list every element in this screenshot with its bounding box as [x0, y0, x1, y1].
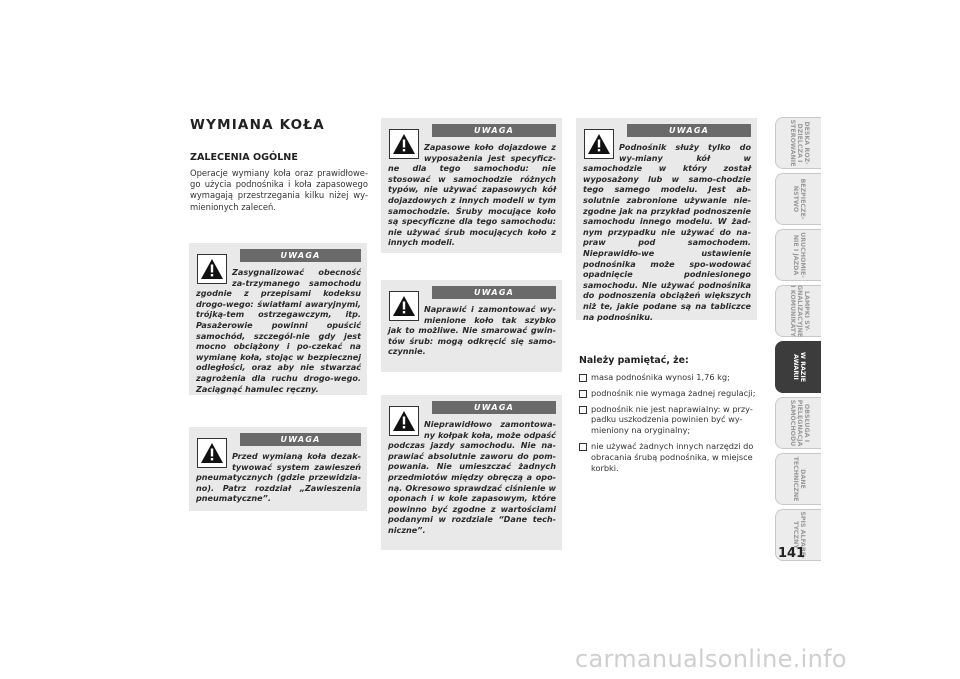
tab-label: SPIS ALFABE- TYCZNY [791, 511, 806, 559]
tab-label: DESKA ROZ- DZIELCZA I STEROWANIE [787, 119, 810, 167]
warning-label: UWAGA [432, 124, 556, 137]
tab-label: OBSŁUGA I PIELĘGNACJA SAMOCHODU [787, 399, 810, 447]
tab-maintenance[interactable] [775, 397, 821, 449]
tab-label: BEZPIECZE- ŃSTWO [791, 178, 806, 220]
warning-text: Nieprawidłowo zamontowa-ny kołpak koła, może odpaść podczas jazdy samochodu. Nie na-prawiać absolutnie zaworu do pom-powania. Nie umieszczać żadnych przedmiotów między obręczą a opo-ną. Okresowo sprawdzać ciśnienie w oponach i w kole zapasowym, które powinno być zgodne z wartościami podanymi w rozdziale “Dane tech-niczne”. [388, 419, 556, 535]
warning-label: UWAGA [240, 249, 361, 262]
checkbox-bullet-icon [579, 374, 587, 382]
checkbox-bullet-icon [579, 406, 587, 414]
list-item [579, 404, 759, 436]
warning-box-hubcap [381, 395, 562, 550]
tab-dashboard[interactable] [775, 117, 821, 169]
watermark: carmanualsonline.info [575, 645, 847, 673]
warning-box-spare-wheel [381, 118, 562, 253]
warning-label: UWAGA [627, 124, 751, 137]
checkbox-bullet-icon [579, 390, 587, 398]
warning-box-jack [576, 118, 757, 320]
tab-starting-driving[interactable] [775, 229, 821, 281]
warning-label: UWAGA [432, 401, 556, 414]
checkbox-bullet-icon [579, 443, 587, 451]
remember-list [579, 372, 759, 478]
list-item-text: nie używać żadnych innych narzędzi do obracania śrubą podnośnika, w miejsce korbki. [591, 440, 754, 473]
section-subtitle: ZALECENIA OGÓLNE [190, 152, 298, 163]
tab-safety[interactable] [775, 173, 821, 225]
list-item [579, 372, 759, 383]
warning-text: Zasygnalizować obecność za-trzymanego samochodu zgodnie z przepisami kodeksu drogo-wego: światłami awaryjnymi, trójką-tem ostrzegawczym, itp. Pasażerowie powinni opuścić samochód, szczegól-nie gdy jest mocno obciążony i po-czekać na wymianę koła, stojąc w bezpiecznej odległości, oraz aby nie stwarzać zagrożenia dla ruchu drogo-wego. Zaciągnąć hamulec ręczny. [196, 267, 361, 394]
tab-label: URUCHOMIE- NIE I JAZDA [791, 232, 806, 278]
warning-box-stopped-vehicle [189, 243, 367, 395]
remember-heading: Należy pamiętać, że: [579, 355, 689, 366]
section-title: WYMIANA KOŁA [190, 117, 325, 133]
list-item [579, 441, 759, 473]
warning-box-repair-wheel [381, 280, 562, 372]
tab-technical-data[interactable] [775, 453, 821, 505]
warning-label: UWAGA [240, 433, 361, 446]
tab-label: DANE TECHNICZNE [791, 456, 806, 502]
tab-emergency[interactable] [775, 341, 821, 393]
warning-box-suspension [189, 427, 367, 511]
warning-text: Podnośnik służy tylko do wy-miany kół w samochodzie w który został wyposażony lub w samo-chodzie tego samego modelu. Jest ab-solutnie zabronione używanie nie-zgodne jak na przykład podnoszenie samochodu innego modelu. W żad-nym przypadku nie używać do na-praw pod samochodem. Nieprawidło-we ustawienie podnośnika może spo-wodować opadnięcie podniesionego samochodu. Nie używać podnośnika do podnoszenia obciążeń większych niż te, jakie podane są na tabliczce na podnośniku. [583, 142, 751, 322]
list-item [579, 388, 759, 399]
intro-paragraph: Operacje wymiany koła oraz prawidłowe-go użycia podnośnika i koła zapasowego wymagają przestrzegania kilku niżej wy-mienionych zaleceń. [190, 168, 368, 212]
warning-text: Naprawić i zamontować wy-mienione koło tak szybko jak to możliwe. Nie smarować gwin-tów śrub: mogą odkręcić się samo-czynnie. [388, 304, 556, 357]
tab-label: LAMPKI SY- GNALIZACYJNE I KOMUNIKATY [787, 285, 810, 338]
list-item-text: masa podnośnika wynosi 1,76 kg; [591, 372, 730, 382]
tab-warning-lights[interactable] [775, 285, 821, 337]
tab-label: W RAZIE AWARII [791, 351, 806, 383]
warning-text: Przed wymianą koła dezak-tywować system zawieszeń pneumatycznych (gdzie przewidzia-no). Patrz rozdział „Zawieszenia pneumatyczne”. [196, 451, 361, 504]
page-number: 141 [778, 546, 806, 561]
list-item-text: podnośnik nie wymaga żadnej regulacji; [591, 387, 756, 398]
warning-text: Zapasowe koło dojazdowe z wyposażenia jest specyficz-ne dla tego samochodu: nie stosować w samochodzie różnych typów, nie używać zapasowych kół dojazdowych z innych modeli w tym samochodzie. Śruby mocujące koło są specyficzne dla tego samochodu: nie używać śrub mocujących koło z innych modeli. [388, 142, 556, 248]
list-item-text: podnośnik nie jest naprawialny: w przy-padku uszkodzenia powinien być wy-mieniony na oryginalny; [591, 403, 753, 436]
warning-label: UWAGA [432, 286, 556, 299]
